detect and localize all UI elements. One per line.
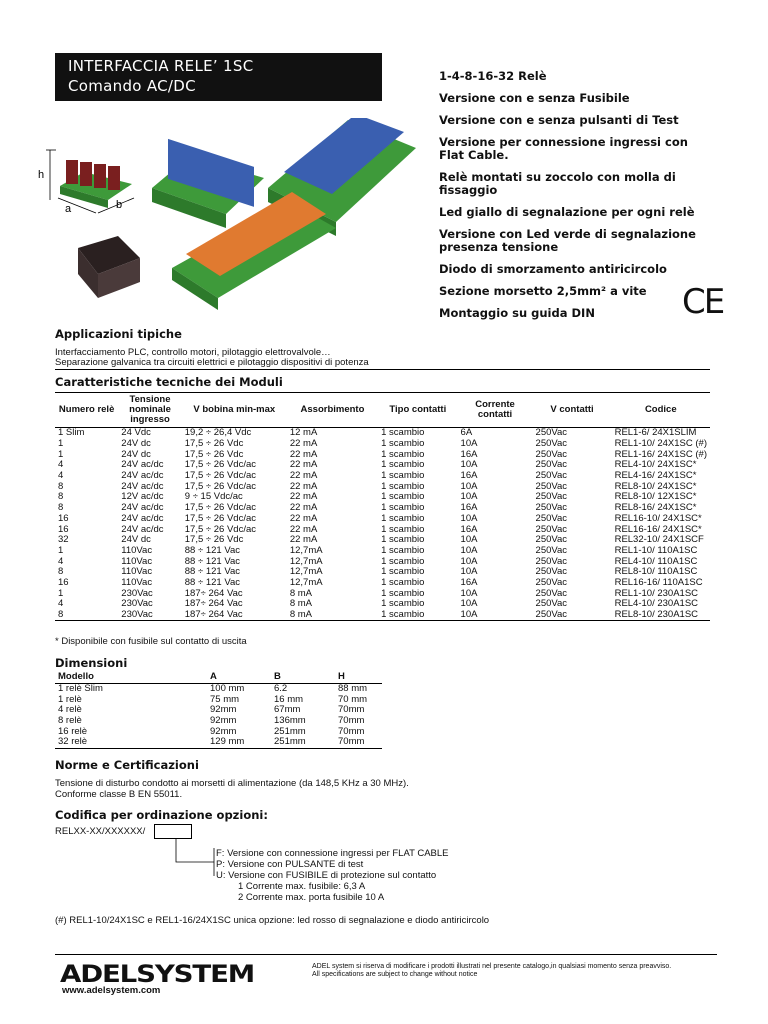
table-cell: 17,5 ÷ 26 Vdc <box>184 448 244 460</box>
table-cell: 230Vac <box>121 587 153 599</box>
table-cell: 250Vac <box>535 555 568 567</box>
dim-label-h: h <box>38 169 45 181</box>
table-cell: 22 mA <box>289 459 318 471</box>
table-cell: 17,5 ÷ 26 Vdc/ac <box>184 512 256 524</box>
table-cell: 1 scambio <box>381 470 425 482</box>
table-cell: 1 Slim <box>58 427 85 439</box>
table-row <box>55 546 710 557</box>
table-cell: REL1-10/ 230A1SC <box>614 587 699 599</box>
table-cell: 250Vac <box>535 491 568 503</box>
table-cell: 22 mA <box>289 438 318 450</box>
table-cell: 250Vac <box>535 470 568 482</box>
table-cell: 16 mm <box>274 693 304 705</box>
table-cell: 88 mm <box>338 683 368 695</box>
col-header: Tipo contatti <box>389 404 447 415</box>
feature-item: Diodo di smorzamento antiricircolo <box>439 262 667 276</box>
table-cell: 4 <box>58 470 64 482</box>
option-f: F: Versione con connessione ingressi per FLAT CABLE <box>216 848 449 859</box>
table-cell: 12,7mA <box>289 544 323 556</box>
feature-item: Relè montati su zoccolo con molla di fissaggio <box>439 170 676 197</box>
table-cell: 10A <box>460 555 478 567</box>
table-cell: 1 <box>58 438 64 450</box>
table-cell: 1 <box>58 587 64 599</box>
table-cell: 136mm <box>274 715 306 727</box>
specs-heading: Caratteristiche tecniche dei Moduli <box>55 375 283 389</box>
table-cell: 88 ÷ 121 Vac <box>184 544 240 556</box>
table-cell: 250Vac <box>535 512 568 524</box>
table-cell: 10A <box>460 587 478 599</box>
col-header: Assorbimento <box>300 404 365 415</box>
table-cell: REL16-16/ 24X1SC* <box>614 523 702 535</box>
table-cell: 24V ac/dc <box>121 470 164 482</box>
table-cell: 1 scambio <box>381 491 425 503</box>
table-cell: 22 mA <box>289 523 318 535</box>
table-cell: 1 relè Slim <box>58 683 103 695</box>
table-cell: REL8-10/ 110A1SC <box>614 566 698 578</box>
dimensioni-heading: Dimensioni <box>55 656 128 670</box>
table-cell: 8 <box>58 502 64 514</box>
table-cell: 110Vac <box>121 576 153 588</box>
table-cell: 8 mA <box>289 598 313 610</box>
table-cell: 16 <box>58 523 69 535</box>
table-cell: 70mm <box>338 704 365 716</box>
table-cell: 24V ac/dc <box>121 502 164 514</box>
option-p: P: Versione con PULSANTE di test <box>216 859 364 870</box>
table-cell: 187÷ 264 Vac <box>184 587 243 599</box>
table-cell: 251mm <box>274 725 306 737</box>
col-header: Modello <box>58 671 94 683</box>
table-cell: 17,5 ÷ 26 Vdc/ac <box>184 523 256 535</box>
product-photos <box>36 118 426 313</box>
table-cell: 250Vac <box>535 459 568 471</box>
table-cell: 22 mA <box>289 502 318 514</box>
option-u-1: 1 Corrente max. fusibile: 6,3 A <box>238 881 366 892</box>
table-cell: 16 <box>58 512 69 524</box>
option-u-2: 2 Corrente max. porta fusibile 10 A <box>238 892 385 903</box>
table-cell: 4 <box>58 598 64 610</box>
table-cell: 16A <box>460 576 478 588</box>
table-cell: 10A <box>460 491 478 503</box>
table-cell: REL32-10/ 24X1SCF <box>614 534 704 546</box>
table-cell: 32 <box>58 534 69 546</box>
table-cell: 16A <box>460 448 478 460</box>
table-cell: 251mm <box>274 736 306 748</box>
table-cell: 92mm <box>210 725 237 737</box>
table-cell: 70mm <box>338 736 365 748</box>
option-u: U: Versione con FUSIBILE di protezione sul contatto <box>216 870 437 881</box>
title-line-1: INTERFACCIA RELE’ 1SC <box>68 57 254 75</box>
table-cell: 88 ÷ 121 Vac <box>184 566 240 578</box>
table-row <box>55 471 710 482</box>
table-cell: 8 <box>58 566 64 578</box>
table-cell: 1 scambio <box>381 555 425 567</box>
dimensioni-table <box>55 672 382 749</box>
table-row <box>55 578 710 589</box>
table-cell: 19,2 ÷ 26,4 Vdc <box>184 427 252 439</box>
table-cell: 17,5 ÷ 26 Vdc <box>184 534 244 546</box>
dimensioni-body <box>55 683 382 748</box>
website-link[interactable]: www.adelsystem.com <box>62 985 161 996</box>
col-header: V bobina min-max <box>193 404 276 415</box>
table-cell: 16 relè <box>58 725 88 737</box>
table-cell: 9 ÷ 15 Vdc/ac <box>184 491 243 503</box>
applicazioni-heading: Applicazioni tipiche <box>55 327 182 341</box>
table-cell: 100 mm <box>210 683 245 695</box>
title-line-2: Comando AC/DC <box>68 77 196 95</box>
table-cell: 10A <box>460 480 478 492</box>
specs-table <box>55 392 710 621</box>
table-cell: 4 relè <box>58 704 82 716</box>
table-cell: 1 scambio <box>381 459 425 471</box>
table-cell: 110Vac <box>121 566 153 578</box>
table-cell: 1 scambio <box>381 512 425 524</box>
applicazioni-line-2: Separazione galvanica tra circuiti elettrici e pilotaggio dispositivi di potenza <box>55 357 369 368</box>
table-cell: 24V ac/dc <box>121 512 164 524</box>
feature-item: Versione per connessione ingressi con Flat Cable. <box>439 135 688 162</box>
table-cell: 22 mA <box>289 534 318 546</box>
dim-label-b: b <box>116 199 123 211</box>
table-cell: 70 mm <box>338 693 368 705</box>
table-cell: REL8-16/ 24X1SC* <box>614 502 697 514</box>
table-cell: 1 scambio <box>381 587 425 599</box>
table-cell: 250Vac <box>535 448 568 460</box>
order-code: RELXX-XX/XXXXXX/ <box>55 826 146 837</box>
single-relay-socket-image <box>78 236 140 298</box>
table-cell: 12V ac/dc <box>121 491 164 503</box>
table-cell: 8 <box>58 491 64 503</box>
table-cell: 1 relè <box>58 693 82 705</box>
title-box <box>55 53 382 101</box>
feature-item: Sezione morsetto 2,5mm² a vite <box>439 284 647 298</box>
table-cell: 8 <box>58 480 64 492</box>
table-cell: 1 scambio <box>381 427 425 439</box>
table-cell: 10A <box>460 438 478 450</box>
table-cell: 6A <box>460 427 473 439</box>
table-row <box>55 439 710 450</box>
table-cell: 250Vac <box>535 598 568 610</box>
table-cell: 12 mA <box>289 427 318 439</box>
norme-line-2: Conforme classe B EN 55011. <box>55 789 183 800</box>
applicazioni-line-1: Interfacciamento PLC, controllo motori, pilotaggio elettrovalvole… <box>55 347 331 358</box>
table-cell: 22 mA <box>289 470 318 482</box>
col-header: A <box>210 671 217 683</box>
table-cell: 75 mm <box>210 693 240 705</box>
table-cell: 92mm <box>210 704 237 716</box>
codifica-heading: Codifica per ordinazione opzioni: <box>55 808 268 822</box>
table-cell: 4 <box>58 459 64 471</box>
table-cell: REL1-16/ 24X1SC (#) <box>614 448 707 460</box>
feature-item: Led giallo di segnalazione per ogni relè <box>439 205 695 219</box>
table-cell: REL4-10/ 110A1SC <box>614 555 698 567</box>
norme-heading: Norme e Certificazioni <box>55 758 199 772</box>
table-cell: 1 scambio <box>381 523 425 535</box>
table-cell: 10A <box>460 566 478 578</box>
table-cell: 250Vac <box>535 427 568 439</box>
table-cell: 110Vac <box>121 555 153 567</box>
col-header: H <box>338 671 345 683</box>
table-cell: 22 mA <box>289 448 318 460</box>
table-cell: 12,7mA <box>289 576 323 588</box>
table-row <box>55 683 382 694</box>
table-cell: 187÷ 264 Vac <box>184 598 243 610</box>
table-cell: 24V dc <box>121 534 151 546</box>
table-cell: 1 scambio <box>381 576 425 588</box>
disclaimer-1: ADEL system si riserva di modificare i prodotti illustrati nel presente catalogo,in qualsiasi momento senza preavviso. <box>312 963 672 970</box>
table-cell: 92mm <box>210 715 237 727</box>
table-cell: REL4-10/ 24X1SC* <box>614 459 697 471</box>
table-cell: 1 scambio <box>381 566 425 578</box>
table-cell: 6.2 <box>274 683 288 695</box>
col-header: V contatti <box>550 404 594 415</box>
brand-logo: ADELSYSTEM <box>60 960 255 988</box>
table-cell: REL1-10/ 110A1SC <box>614 544 698 556</box>
table-cell: 17,5 ÷ 26 Vdc/ac <box>184 480 256 492</box>
table-cell: 230Vac <box>121 609 153 621</box>
table-cell: 250Vac <box>535 587 568 599</box>
table-cell: 1 scambio <box>381 598 425 610</box>
col-header: Corrente contatti <box>475 399 515 420</box>
table-cell: 250Vac <box>535 502 568 514</box>
table-cell: 12,7mA <box>289 566 323 578</box>
table-cell: 1 scambio <box>381 480 425 492</box>
table-cell: 88 ÷ 121 Vac <box>184 576 240 588</box>
table-cell: 24V ac/dc <box>121 523 164 535</box>
table-row <box>55 514 710 525</box>
table-cell: 129 mm <box>210 736 245 748</box>
option-code-box <box>154 824 192 839</box>
table-row <box>55 716 382 727</box>
table-cell: 1 <box>58 544 64 556</box>
table-cell: REL8-10/ 24X1SC* <box>614 480 697 492</box>
table-row <box>55 428 710 439</box>
feature-item: Versione con e senza Fusibile <box>439 91 630 105</box>
norme-line-1: Tensione di disturbo condotto ai morsetti di alimentazione (da 148,5 KHz a 30 MHz). <box>55 778 409 789</box>
feature-item: Versione con Led verde di segnalazione presenza tensione <box>439 227 696 254</box>
table-cell: 8 relè <box>58 715 82 727</box>
table-cell: 17,5 ÷ 26 Vdc/ac <box>184 470 256 482</box>
table-cell: REL1-10/ 24X1SC (#) <box>614 438 707 450</box>
table-cell: REL1-6/ 24X1SLIM <box>614 427 697 439</box>
table-cell: 250Vac <box>535 480 568 492</box>
table-cell: 250Vac <box>535 523 568 535</box>
table-cell: 70mm <box>338 715 365 727</box>
table-cell: REL8-10/ 230A1SC <box>614 609 699 621</box>
table-cell: 17,5 ÷ 26 Vdc/ac <box>184 459 256 471</box>
table-cell: 22 mA <box>289 480 318 492</box>
table-cell: 1 scambio <box>381 534 425 546</box>
table-row <box>55 535 710 546</box>
divider <box>55 369 710 370</box>
table-cell: 12,7mA <box>289 555 323 567</box>
specs-body <box>55 428 710 621</box>
table-cell: 250Vac <box>535 438 568 450</box>
table-cell: 230Vac <box>121 598 153 610</box>
table-cell: REL4-10/ 230A1SC <box>614 598 699 610</box>
table-row <box>55 610 710 621</box>
table-cell: 16A <box>460 502 478 514</box>
table-cell: 1 scambio <box>381 448 425 460</box>
table-cell: 110Vac <box>121 544 153 556</box>
table-cell: 24V dc <box>121 438 151 450</box>
table-cell: 16A <box>460 523 478 535</box>
table-cell: 24V ac/dc <box>121 480 164 492</box>
table-cell: 250Vac <box>535 544 568 556</box>
table-cell: REL16-16/ 110A1SC <box>614 576 703 588</box>
table-row <box>55 737 382 748</box>
table-row <box>55 503 710 514</box>
table-cell: 10A <box>460 609 478 621</box>
col-header: Tensione nominale ingresso <box>129 394 171 425</box>
col-header: Numero relè <box>58 404 115 415</box>
table-cell: 4 <box>58 555 64 567</box>
module-8-relay-image <box>152 139 264 228</box>
table-cell: 8 <box>58 609 64 621</box>
footer-divider <box>55 954 717 955</box>
col-header: B <box>274 671 281 683</box>
table-cell: 1 scambio <box>381 502 425 514</box>
table-cell: 8 mA <box>289 587 313 599</box>
table-cell: 8 mA <box>289 609 313 621</box>
note: (#) REL1-10/24X1SC e REL1-16/24X1SC unica opzione: led rosso di segnalazione e diodo antiricircolo <box>55 915 490 926</box>
table-cell: 32 relè <box>58 736 88 748</box>
table-cell: 88 ÷ 121 Vac <box>184 555 240 567</box>
table-cell: REL16-10/ 24X1SC* <box>614 512 702 524</box>
table-cell: 22 mA <box>289 512 318 524</box>
table-cell: 250Vac <box>535 576 568 588</box>
table-cell: 16 <box>58 576 69 588</box>
table-cell: 250Vac <box>535 534 568 546</box>
table-cell: 1 scambio <box>381 609 425 621</box>
table-cell: 24V dc <box>121 448 151 460</box>
table-cell: 10A <box>460 544 478 556</box>
dim-label-a: a <box>65 203 72 215</box>
disclaimer-2: All specifications are subject to change without notice <box>312 971 478 978</box>
table-cell: 10A <box>460 598 478 610</box>
table-cell: 17,5 ÷ 26 Vdc <box>184 438 244 450</box>
table-cell: 1 scambio <box>381 544 425 556</box>
ce-mark: CE <box>682 282 724 322</box>
table-cell: 10A <box>460 534 478 546</box>
table-cell: 24V ac/dc <box>121 459 164 471</box>
table-cell: 17,5 ÷ 26 Vdc/ac <box>184 502 256 514</box>
table-cell: 250Vac <box>535 609 568 621</box>
table-cell: 1 <box>58 448 64 460</box>
table-cell: 10A <box>460 512 478 524</box>
option-connector-lines <box>170 838 220 878</box>
table-cell: 24 Vdc <box>121 427 151 439</box>
table-cell: 187÷ 264 Vac <box>184 609 243 621</box>
feature-item: Montaggio su guida DIN <box>439 306 595 320</box>
table-cell: 22 mA <box>289 491 318 503</box>
feature-list <box>439 70 709 329</box>
table-cell: 67mm <box>274 704 301 716</box>
feature-item: Versione con e senza pulsanti di Test <box>439 113 679 127</box>
table-cell: 10A <box>460 459 478 471</box>
table-cell: REL8-10/ 12X1SC* <box>614 491 697 503</box>
table-cell: 1 scambio <box>381 438 425 450</box>
table-cell: 250Vac <box>535 566 568 578</box>
table-cell: REL4-16/ 24X1SC* <box>614 470 697 482</box>
col-header: Codice <box>644 404 677 415</box>
feature-item: 1-4-8-16-32 Relè <box>439 69 547 83</box>
table-cell: 16A <box>460 470 478 482</box>
table-cell: 70mm <box>338 725 365 737</box>
specs-footnote: * Disponibile con fusibile sul contatto di uscita <box>55 636 247 647</box>
